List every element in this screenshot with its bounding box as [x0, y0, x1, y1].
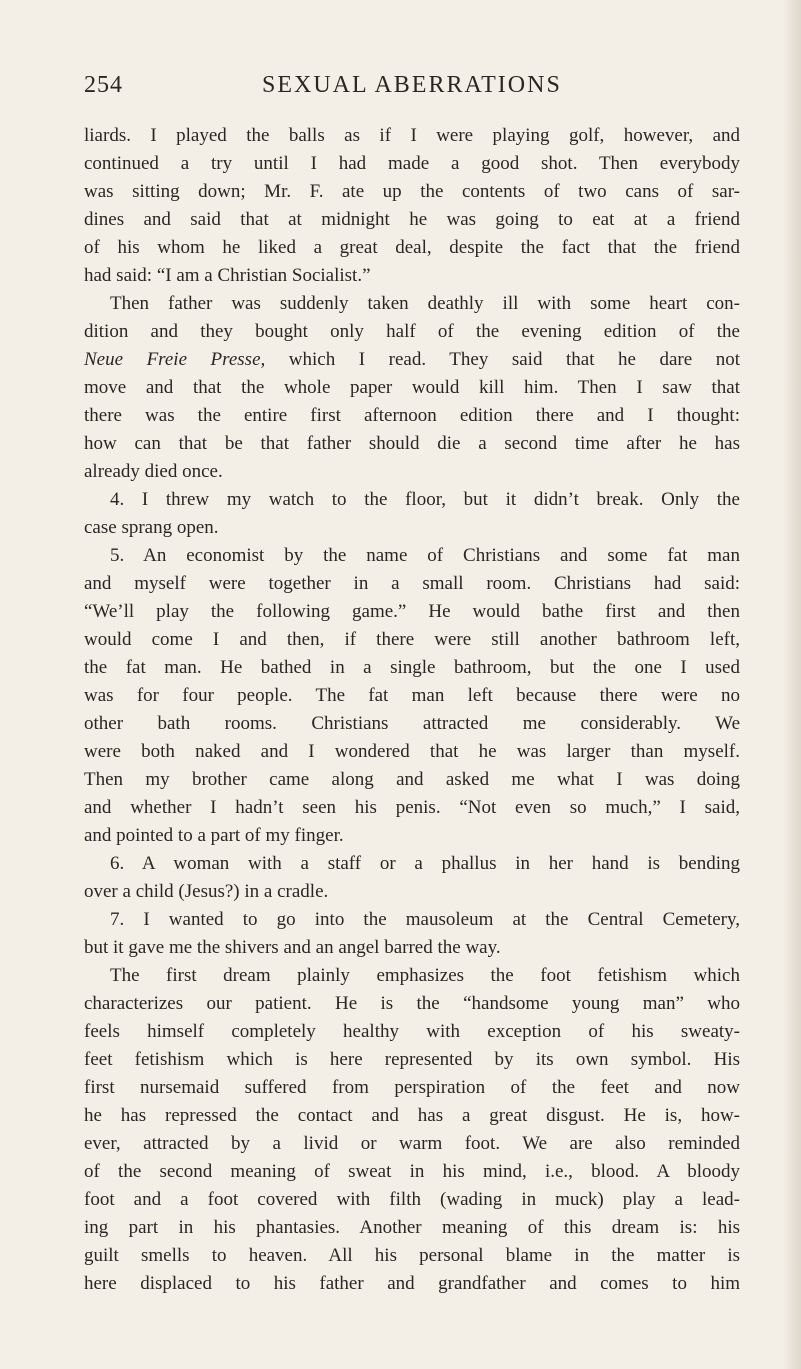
italic-title: Neue Freie Presse, [84, 349, 266, 370]
text-line: would come I and then, if there were still another bathroom left, [84, 629, 740, 650]
text-line: the fat man. He bathed in a single bathroom, but the one I used [84, 657, 740, 678]
text-line: over a child (Jesus?) in a cradle. [84, 881, 329, 902]
text-line: was for four people. The fat man left because there were no [84, 685, 740, 706]
text-line: characterizes our patient. He is the “handsome young man” who [84, 993, 740, 1014]
text-line: 5. An economist by the name of Christians and some fat man [110, 545, 740, 566]
text-line: case sprang open. [84, 517, 219, 538]
text-line: guilt smells to heaven. All his personal blame in the matter is [84, 1245, 740, 1266]
text-line: ing part in his phantasies. Another meaning of this dream is: his [84, 1217, 740, 1238]
page-number: 254 [84, 72, 123, 98]
text-line: but it gave me the shivers and an angel barred the way. [84, 937, 501, 958]
text-line: here displaced to his father and grandfather and comes to him [84, 1273, 740, 1294]
text-line: “We’ll play the following game.” He would bathe first and then [84, 601, 740, 622]
text-line: Then my brother came along and asked me what I was doing [84, 769, 740, 790]
text-line: was sitting down; Mr. F. ate up the contents of two cans of sar- [84, 181, 740, 202]
running-head: SEXUAL ABERRATIONS [262, 72, 562, 98]
text-line: already died once. [84, 461, 223, 482]
text-line: 6. A woman with a staff or a phallus in her hand is bending [110, 853, 740, 874]
text-line: were both naked and I wondered that he was larger than myself. [84, 741, 740, 762]
body-text [84, 122, 740, 1298]
text-line: had said: “I am a Christian Socialist.” [84, 265, 371, 286]
text-line: foot and a foot covered with filth (wading in muck) play a lead- [84, 1189, 740, 1210]
page-edge-shadow [783, 0, 801, 1369]
text-line: The first dream plainly emphasizes the foot fetishism which [110, 965, 740, 986]
text-line: and pointed to a part of my finger. [84, 825, 344, 846]
text-line: how can that be that father should die a second time after he has [84, 433, 740, 454]
text-line: he has repressed the contact and has a great disgust. He is, how- [84, 1105, 740, 1126]
text-line: first nursemaid suffered from perspiration of the feet and now [84, 1077, 740, 1098]
text-line: other bath rooms. Christians attracted me considerably. We [84, 713, 740, 734]
text-line: continued a try until I had made a good shot. Then everybody [84, 153, 740, 174]
text-line: dition and they bought only half of the evening edition of the [84, 321, 740, 342]
page-header [84, 72, 744, 112]
text-line: feels himself completely healthy with exception of his sweaty- [84, 1021, 740, 1042]
text-line: Then father was suddenly taken deathly ill with some heart con- [110, 293, 740, 314]
text-line: ever, attracted by a livid or warm foot. We are also reminded [84, 1133, 740, 1154]
text-line: 4. I threw my watch to the floor, but it didn’t break. Only the [110, 489, 740, 510]
text-line: of his whom he liked a great deal, despite the fact that the friend [84, 237, 740, 258]
text-line: there was the entire first afternoon edition there and I thought: [84, 405, 740, 426]
text-line: of the second meaning of sweat in his mind, i.e., blood. A bloody [84, 1161, 740, 1182]
text-line: feet fetishism which is here represented by its own symbol. His [84, 1049, 740, 1070]
text-line: dines and said that at midnight he was going to eat at a friend [84, 209, 740, 230]
text-segment: which I read. They said that he dare not [265, 349, 740, 370]
text-line: 7. I wanted to go into the mausoleum at the Central Cemetery, [110, 909, 740, 930]
text-line: liards. I played the balls as if I were playing golf, however, and [84, 125, 740, 146]
text-line: move and that the whole paper would kill him. Then I saw that [84, 377, 740, 398]
text-line: and myself were together in a small room. Christians had said: [84, 573, 740, 594]
text-line: and whether I hadn’t seen his penis. “Not even so much,” I said, [84, 797, 740, 818]
text-line [84, 346, 740, 374]
